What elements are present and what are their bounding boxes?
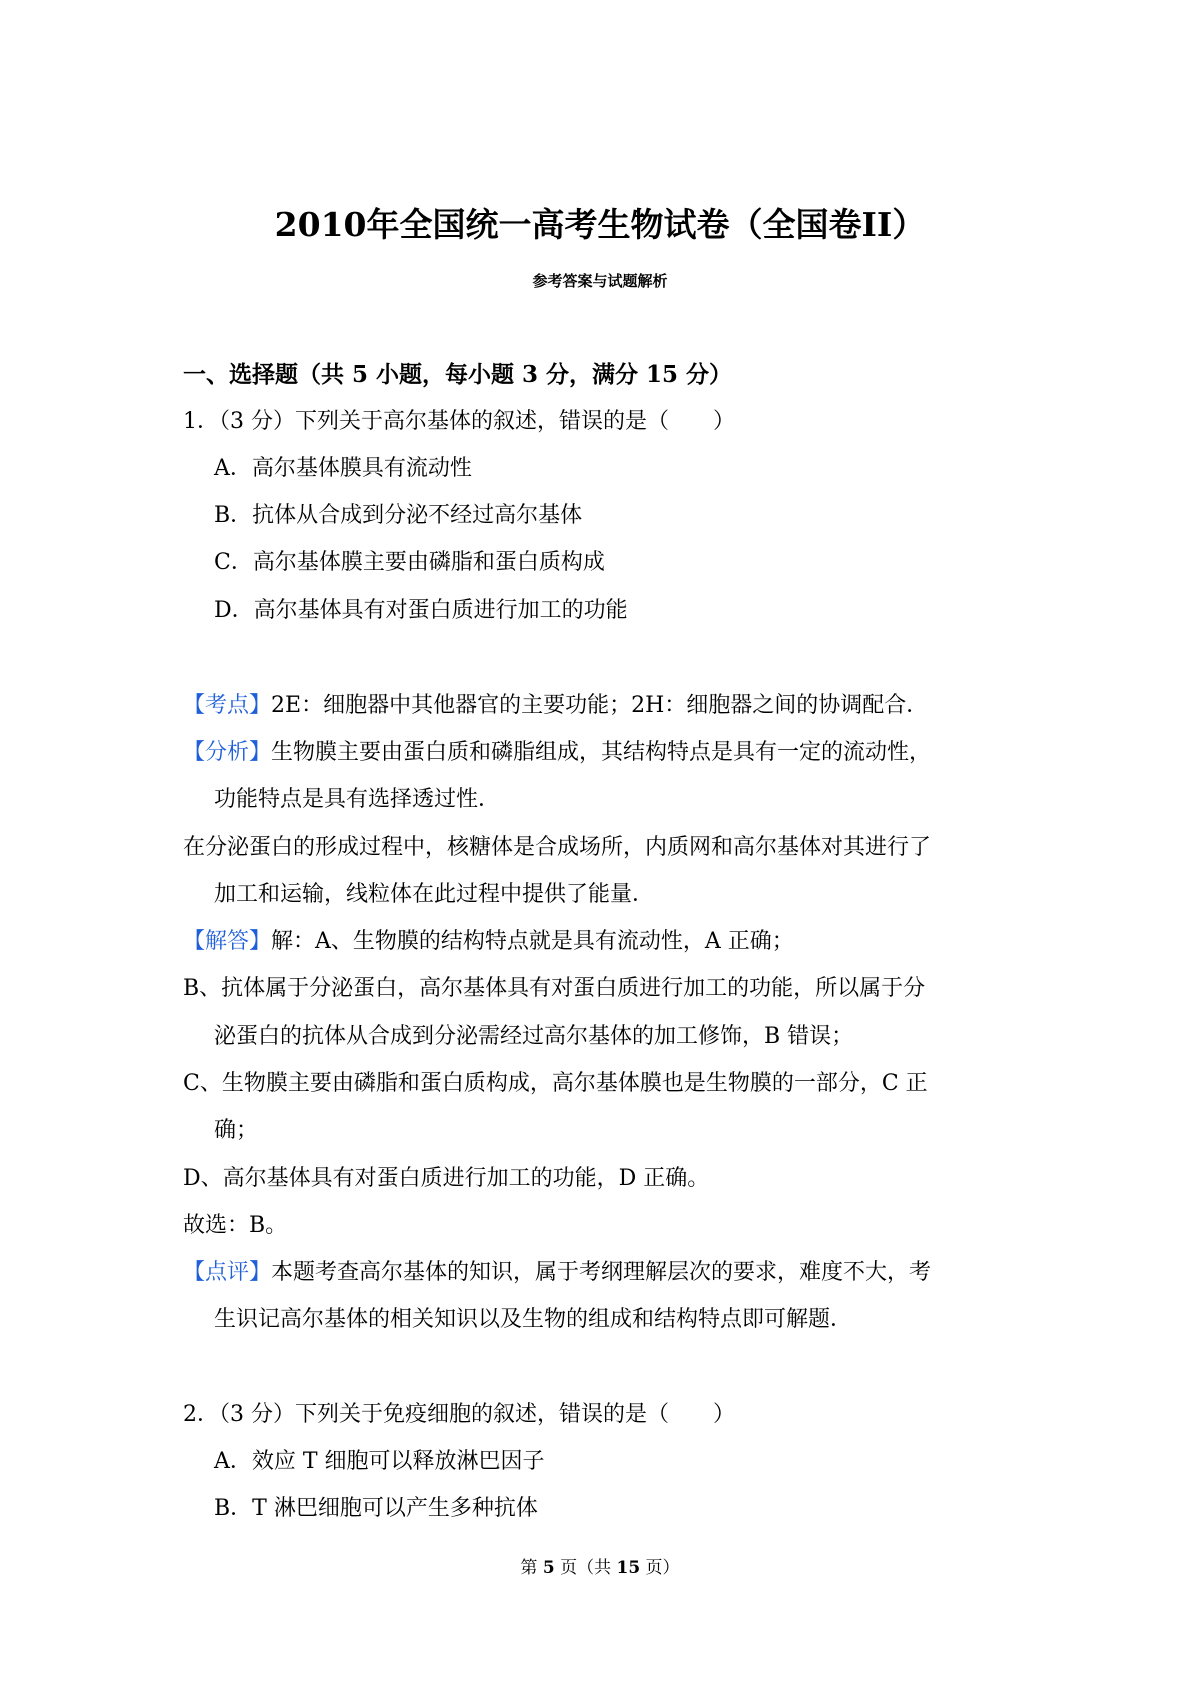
question-1-option-b: B．抗体从合成到分泌不经过高尔基体 (214, 503, 583, 528)
fenxi-line-4: 加工和运输，线粒体在此过程中提供了能量． (214, 882, 655, 907)
footer-total-pages: 15 (616, 1558, 641, 1578)
question-2-option-b: B．T 淋巴细胞可以产生多种抗体 (214, 1496, 538, 1521)
dianping-line-2: 生识记高尔基体的相关知识以及生物的组成和结构特点即可解题． (214, 1307, 853, 1332)
fenxi-line-1 (183, 736, 931, 770)
page-title: 2010年全国统一高考生物试卷（全国卷II） (274, 205, 926, 244)
jieda-line-4: C、生物膜主要由磷脂和蛋白质构成，高尔基体膜也是生物膜的一部分，C 正 (183, 1071, 928, 1096)
jieda-line-3: 泌蛋白的抗体从合成到分泌需经过高尔基体的加工修饰，B 错误； (214, 1024, 854, 1049)
fenxi-tag: 【分析】 (183, 740, 272, 765)
page-footer (0, 1556, 1200, 1580)
answer-line: 故选：B。 (183, 1213, 288, 1238)
fenxi-text-1: 生物膜主要由蛋白质和磷脂组成，其结构特点是具有一定的流动性， (271, 740, 932, 765)
jieda-text-1: 解：A、生物膜的结构特点就是具有流动性，A 正确； (271, 929, 794, 954)
question-2-option-a: A．效应 T 细胞可以释放淋巴因子 (214, 1449, 545, 1474)
jieda-tag: 【解答】 (183, 929, 272, 954)
question-2-stem: 2．（3 分）下列关于免疫细胞的叙述，错误的是（ ） (183, 1402, 735, 1427)
dianping-line-1 (183, 1256, 931, 1290)
dianping-tag: 【点评】 (183, 1260, 272, 1285)
footer-prefix: 第 (520, 1558, 543, 1578)
question-1-option-c: C．高尔基体膜主要由磷脂和蛋白质构成 (214, 550, 605, 575)
fenxi-line-2: 功能特点是具有选择透过性． (214, 787, 501, 812)
kaodian-text: 2E：细胞器中其他器官的主要功能；2H：细胞器之间的协调配合． (271, 693, 929, 718)
section-heading: 一、选择题（共 5 小题，每小题 3 分，满分 15 分） (183, 361, 733, 388)
kaodian-tag: 【考点】 (183, 693, 272, 718)
fenxi-line-3: 在分泌蛋白的形成过程中，核糖体是合成场所，内质网和高尔基体对其进行了 (183, 835, 932, 860)
jieda-line-1 (183, 925, 794, 959)
footer-page-number: 5 (542, 1558, 555, 1578)
question-1-option-d: D．高尔基体具有对蛋白质进行加工的功能 (214, 598, 628, 623)
question-1-stem: 1．（3 分）下列关于高尔基体的叙述，错误的是（ ） (183, 409, 735, 434)
dianping-text-1: 本题考查高尔基体的知识，属于考纲理解层次的要求，难度不大，考 (271, 1260, 932, 1285)
question-1-option-a: A．高尔基体膜具有流动性 (214, 456, 472, 481)
footer-middle: 页（共 (554, 1558, 617, 1578)
jieda-line-6: D、高尔基体具有对蛋白质进行加工的功能，D 正确。 (183, 1166, 710, 1191)
kaodian-line (183, 689, 928, 723)
jieda-line-5: 确； (214, 1118, 259, 1143)
page-subtitle: 参考答案与试题解析 (532, 272, 668, 290)
footer-suffix: 页） (640, 1558, 680, 1578)
jieda-line-2: B、抗体属于分泌蛋白，高尔基体具有对蛋白质进行加工的功能，所以属于分 (183, 976, 926, 1001)
